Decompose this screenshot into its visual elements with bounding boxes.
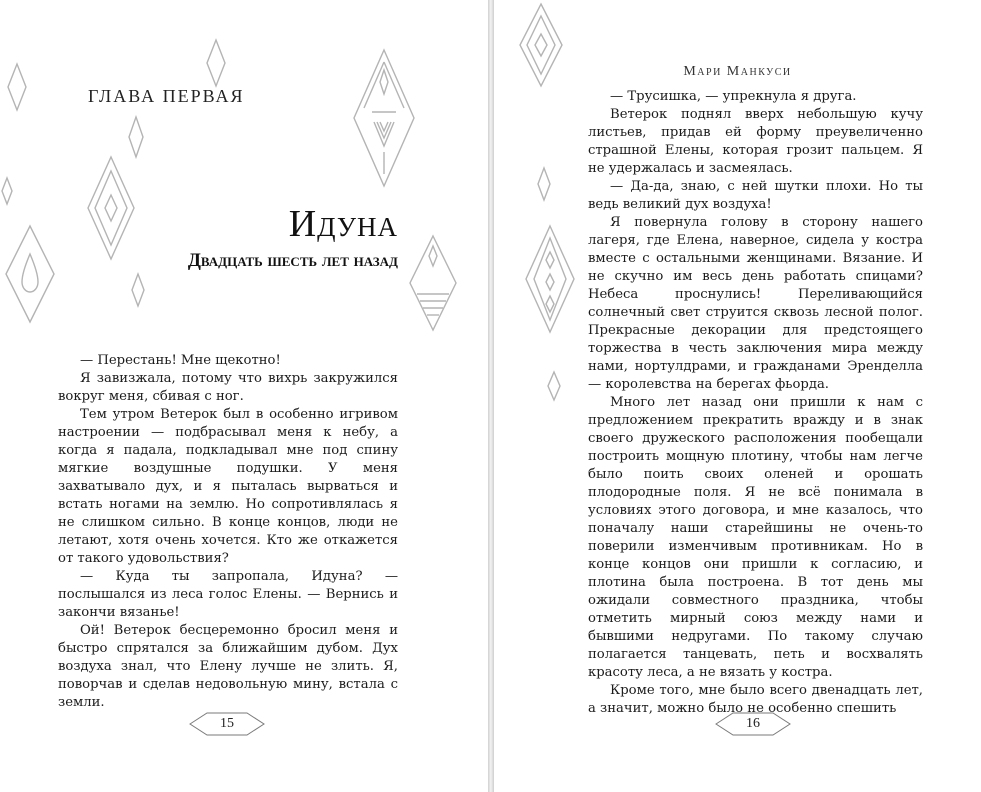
left-page-number [187,711,267,737]
paragraph: Ой! Ветерок бесцеремонно бросил меня и быстро спрятался за ближайшим дубом. Дух воздуха знал, что Елену лучше не злить. Я, поворчав и сделав недовольную мину, встала с земли. [58,623,398,710]
small-diamond-icon [205,38,227,88]
right-page-text [588,88,923,718]
page-number-text: 15 [220,716,234,731]
teardrop-diamond-icon [4,224,56,324]
left-page [0,0,488,792]
paragraph: Много лет назад они пришли к нам с предложением прекратить вражду и в знак своего дружеского расположения пообещали построить мощную плотину, чтобы нам легче было поить своих оленей и орошать плодородные поля. Я не всё понимала в условиях этого договора, и мне казалось, что поначалу наши старейшины не очень-то поверили изменчивым противникам. Но в конце концов они пришли к согласию, и плотина была построена. В тот день мы ожидали совместного праздника, чтобы отметить мирный союз между нами и бывшими недругами. По такому случаю полагается танцевать, петь и восхвалять красоту леса, а не вязать у костра. [588,395,923,680]
small-diamond-icon [6,62,28,112]
paragraph: Я завизжала, потому что вихрь закружился вокруг меня, сбивая с ног. [58,371,398,404]
nested-diamond-icon [86,155,136,261]
right-page [494,0,981,792]
left-page-text [58,352,398,712]
paragraph: — Да-да, знаю, с ней шутки плохи. Но ты ведь великий дух воздуха! [588,179,923,212]
paragraph: — Трусишка, — упрекнула я друга. [610,89,857,104]
chevron-diamond-icon [352,48,416,188]
small-diamond-icon [130,272,146,308]
chapter-title: Идуна [288,203,398,245]
paragraph: — Перестань! Мне щекотно! [80,353,281,368]
dotted-diamond-icon [524,224,576,334]
small-diamond-icon [546,370,562,402]
paragraph: Тем утром Ветерок был в особенно игривом настроении — подбрасывал меня к небу, а когда я падала, подкладывал мне под спину мягкие воздушные подушки. У меня захватывало дух, и я пыталась вырваться и встать ногами на землю. Но сопротивлялась я не слишком сильно. В конце концов, люди не летают, хотя очень хочется. Кто же откажется от такого удовольствия? [58,407,398,566]
small-diamond-icon [127,115,145,159]
small-diamond-icon [536,166,552,202]
small-diamond-icon [0,176,14,206]
paragraph: Я повернула голову в сторону нашего лагеря, где Елена, наверное, сидела у костра вместе с остальными женщинами. Вязание. И не скучно им весь день работать спицами? Небеса проснулись! Переливающийся солнечный свет струится сквозь лесной полог. Прекрасные декорации для предстоящего торжества в честь заключения мира между нами, нортулдрами, и гражданами Эренделла — королевства на берегах фьорда. [588,215,923,392]
paragraph: Кроме того, мне было всего двенадцать лет, а значит, можно было не особенно спешить [588,683,923,716]
chapter-label: ГЛАВА ПЕРВАЯ [88,86,245,106]
right-page-number [713,711,793,737]
paragraph: — Куда ты запропала, Идуна? — послышался из леса голос Елены. — Вернись и закончи вязанье! [58,569,398,620]
page-number-text: 16 [746,716,760,731]
chapter-subtitle: Двадцать шесть лет назад [187,250,398,271]
paragraph: Ветерок поднял вверх небольшую кучу листьев, придав ей форму преувеличенно страшной Елены, которая грозит пальцем. Я не удержалась и засмеялась. [588,107,923,176]
running-head: Мари Манкуси [683,64,792,79]
striped-diamond-icon [408,234,458,332]
